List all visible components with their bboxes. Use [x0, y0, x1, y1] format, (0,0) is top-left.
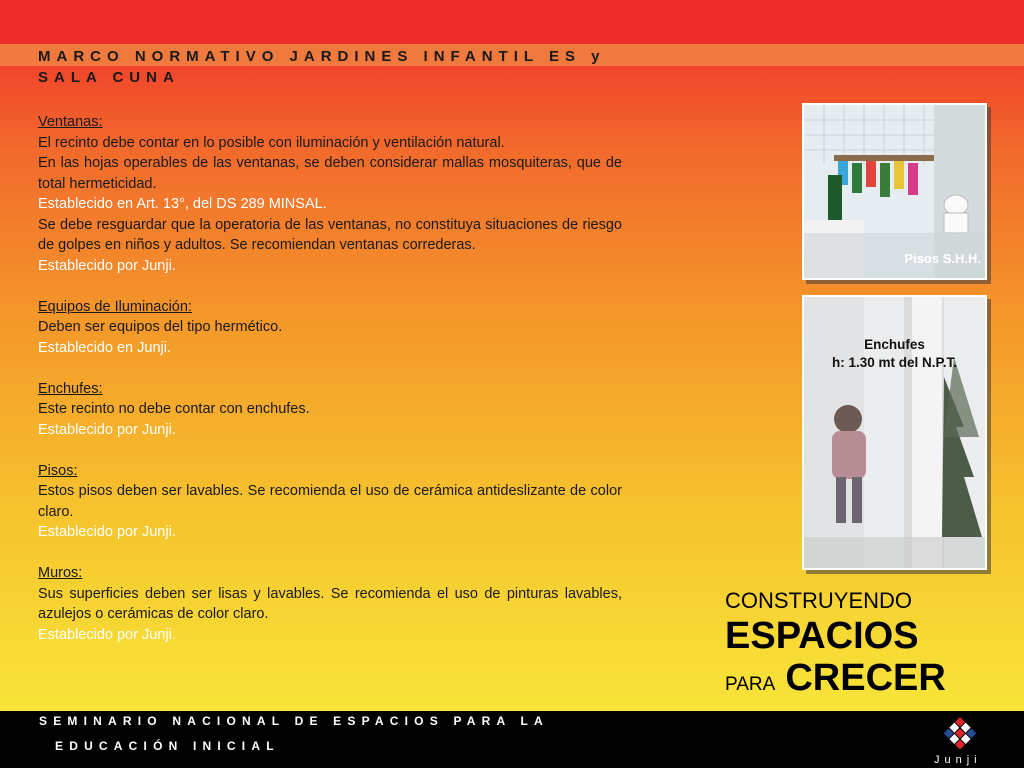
section-source: Establecido por Junji. [38, 421, 176, 438]
section-heading: Equipos de Iluminación: [38, 298, 192, 315]
section-text: Este recinto no debe contar con enchufes. [38, 401, 310, 417]
photo-outlet-caption-line2: h: 1.30 mt del N.P.T. [831, 355, 958, 370]
section-source: Establecido por Junji. [38, 626, 176, 643]
photo-bathroom-caption: Pisos S.H.H. [904, 251, 981, 266]
photo-outlet-caption [804, 336, 985, 372]
junji-logo-text: Junji [934, 754, 982, 766]
section-text: Estos pisos deben ser lavables. Se recomienda el uso de cerámica antideslizante de color claro. [38, 483, 622, 520]
section-text: Se debe resguardar que la operatoria de las ventanas, no constituya situaciones de riesgo de golpes en niños y adultos. Se recomiendan ventanas correderas. [38, 216, 622, 253]
section-gap [38, 276, 622, 297]
footer-line1: SEMINARIO NACIONAL DE ESPACIOS PARA LA [39, 714, 549, 728]
section-source: Establecido en Art. 13°, del DS 289 MINSAL. [38, 196, 327, 212]
section-heading: Muros: [38, 565, 83, 581]
slogan-line3 [725, 658, 946, 706]
section-source: Establecido en Junji. [38, 339, 171, 356]
photo-outlet-caption-line1: Enchufes [864, 337, 925, 352]
photo-bathroom [802, 103, 987, 280]
section-gap [38, 543, 622, 564]
slogan-para: PARA [725, 674, 776, 695]
section-source: Establecido por Junji. [38, 257, 176, 274]
section-text: El recinto debe contar en lo posible con iluminación y ventilación natural. [38, 134, 505, 151]
footer-bar [0, 711, 1024, 768]
section-heading: Ventanas: [38, 114, 103, 130]
section-text: Deben ser equipos del tipo hermético. [38, 319, 283, 335]
slogan-crecer: CRECER [785, 657, 946, 699]
section-heading: Enchufes: [38, 380, 103, 397]
slogan-line1: CONSTRUYENDO [725, 588, 913, 613]
brand-slogan [725, 588, 946, 706]
slogan-line2: ESPACIOS [725, 615, 919, 657]
footer-line2: EDUCACIÓN INICIAL [55, 739, 280, 753]
section-text: Sus superficies deben ser lisas y lavables. Se recomienda el uso de pinturas lavables, azulejos o cerámicas de color claro. [38, 585, 622, 622]
section-gap [38, 440, 622, 461]
photo-outlet [802, 295, 987, 570]
top-band [0, 0, 1024, 44]
section-text: En las hojas operables de las ventanas, se deben considerar mallas mosquiteras, que de total hermeticidad. [38, 155, 622, 192]
section-source: Establecido por Junji. [38, 524, 176, 540]
section-heading: Pisos: [38, 462, 78, 479]
slide-title: MARCO NORMATIVO JARDINES INFANTIL ES y SALA CUNA [38, 48, 606, 86]
junji-logo-icon [936, 714, 984, 754]
content-body [38, 112, 622, 645]
section-gap [38, 358, 622, 379]
